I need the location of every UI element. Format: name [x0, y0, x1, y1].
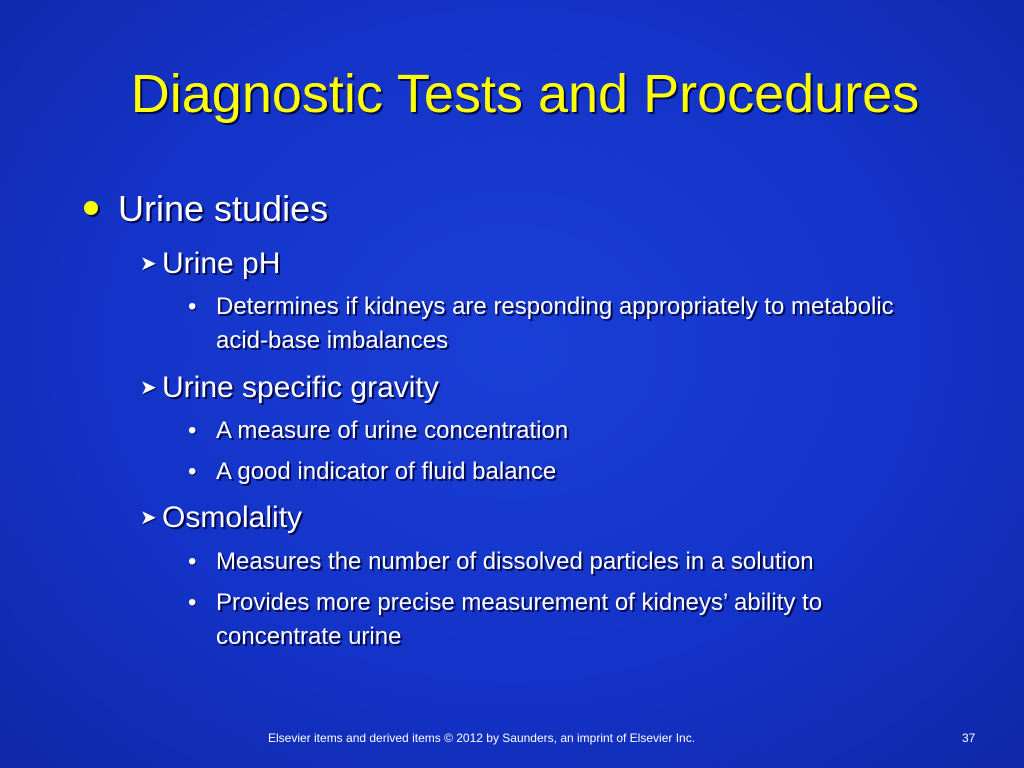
dot-bullet-icon: • [188, 458, 197, 485]
detail-text: A good indicator of fluid balance [216, 458, 557, 485]
detail-item [188, 545, 948, 579]
subbullet-label: Urine specific gravity [162, 371, 439, 404]
round-bullet-icon [84, 201, 98, 215]
detail-item [188, 290, 948, 358]
detail-text: A measure of urine concentration [216, 417, 569, 444]
subbullet-urine-ph [140, 246, 280, 282]
dot-bullet-icon: • [188, 589, 197, 616]
dot-bullet-icon: • [188, 548, 197, 575]
bullet-label: Urine studies [118, 188, 329, 229]
detail-text: Measures the number of dissolved particles in a solution [216, 548, 814, 575]
detail-text: Determines if kidneys are responding appropriately to metabolic acid-base imbalances [216, 293, 894, 354]
copyright-text: Elsevier items and derived items © 2012 by Saunders, an imprint of Elsevier Inc. [268, 731, 696, 745]
arrow-bullet-icon: ➤ [140, 507, 157, 529]
detail-item [188, 414, 948, 448]
detail-text: Provides more precise measurement of kidneys’ ability to concentrate urine [216, 589, 823, 650]
subbullet-label: Urine pH [162, 247, 281, 280]
slide-title: Diagnostic Tests and Procedures [130, 64, 920, 124]
arrow-bullet-icon: ➤ [140, 253, 157, 275]
detail-item [188, 586, 948, 654]
detail-item [188, 455, 948, 489]
arrow-bullet-icon: ➤ [140, 377, 157, 399]
subbullet-specific-gravity [140, 370, 439, 406]
page-number: 37 [962, 731, 976, 745]
subbullet-label: Osmolality [162, 501, 303, 534]
dot-bullet-icon: • [188, 293, 197, 320]
bullet-urine-studies [84, 188, 328, 230]
dot-bullet-icon: • [188, 417, 197, 444]
subbullet-osmolality [140, 500, 302, 536]
